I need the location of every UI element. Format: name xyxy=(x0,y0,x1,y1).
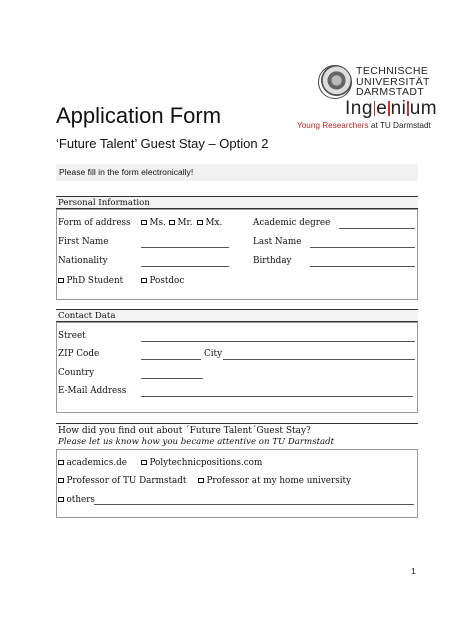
country-label: Country xyxy=(58,368,95,378)
street-field[interactable] xyxy=(141,341,415,342)
checkbox-icon[interactable] xyxy=(58,478,64,484)
ms-option[interactable]: Ms. xyxy=(141,218,166,228)
logo-bar-icon xyxy=(388,101,389,116)
university-name xyxy=(356,66,430,98)
page-title: Application Form xyxy=(56,103,222,128)
form-of-address-label: Form of address xyxy=(58,218,131,228)
others-option[interactable]: others xyxy=(58,495,95,505)
fill-instruction: Please fill in the form electronically! xyxy=(59,167,194,177)
phd-student-option[interactable]: PhD Student xyxy=(58,276,123,286)
logo-tagline: Young Researchers at TU Darmstadt xyxy=(297,121,431,130)
academic-degree-field[interactable] xyxy=(339,228,415,229)
professor-tu-option[interactable]: Professor of TU Darmstadt xyxy=(58,476,186,486)
academic-degree-label: Academic degree xyxy=(253,218,331,228)
polytechnic-option[interactable]: Polytechnicpositions.com xyxy=(141,458,262,468)
checkbox-icon[interactable] xyxy=(141,220,147,226)
professor-home-option[interactable]: Professor at my home university xyxy=(198,476,351,486)
university-line-3: DARMSTADT xyxy=(356,86,425,98)
postdoc-option[interactable]: Postdoc xyxy=(141,276,184,286)
mr-option[interactable]: Mr. xyxy=(169,218,193,228)
nationality-field[interactable] xyxy=(141,266,229,267)
ingenium-logo: Ing e ni um xyxy=(345,98,438,119)
contact-data-section xyxy=(56,322,418,413)
email-field[interactable] xyxy=(141,396,413,397)
contact-data-heading: Contact Data xyxy=(56,309,418,322)
personal-info-heading: Personal Information xyxy=(56,196,418,209)
last-name-label: Last Name xyxy=(253,237,302,247)
city-field[interactable] xyxy=(223,359,415,360)
nationality-label: Nationality xyxy=(58,256,108,266)
university-line-2: UNIVERSITÄT xyxy=(356,75,430,88)
checkbox-icon[interactable] xyxy=(58,497,64,503)
email-label: E-Mail Address xyxy=(58,386,127,396)
birthday-label: Birthday xyxy=(253,256,292,266)
source-question: How did you find out about ´Future Talent´Guest Stay? xyxy=(58,426,311,436)
street-label: Street xyxy=(58,331,86,341)
first-name-field[interactable] xyxy=(141,247,229,248)
birthday-field[interactable] xyxy=(310,266,415,267)
last-name-field[interactable] xyxy=(310,247,415,248)
checkbox-icon[interactable] xyxy=(198,478,204,484)
others-field[interactable] xyxy=(94,504,414,505)
checkbox-icon[interactable] xyxy=(169,220,175,226)
zip-code-field[interactable] xyxy=(141,359,201,360)
mx-option[interactable]: Mx. xyxy=(197,218,222,228)
university-seal-icon xyxy=(318,65,352,99)
university-line-1: TECHNISCHE xyxy=(356,65,429,77)
city-label: City xyxy=(204,349,223,359)
checkbox-icon[interactable] xyxy=(58,278,64,284)
country-field[interactable] xyxy=(141,378,203,379)
page-number: 1 xyxy=(411,566,416,576)
source-section-top-rule xyxy=(56,423,418,424)
checkbox-icon[interactable] xyxy=(141,278,147,284)
zip-code-label: ZIP Code xyxy=(58,349,100,359)
checkbox-icon[interactable] xyxy=(141,460,147,466)
logo-bar-icon xyxy=(407,101,408,116)
first-name-label: First Name xyxy=(58,237,109,247)
fill-instruction-bar xyxy=(56,164,418,181)
checkbox-icon[interactable] xyxy=(197,220,203,226)
academics-option[interactable]: academics.de xyxy=(58,458,127,468)
page-subtitle: ‘Future Talent’ Guest Stay – Option 2 xyxy=(56,136,269,151)
checkbox-icon[interactable] xyxy=(58,460,64,466)
source-instruction: Please let us know how you became attentive on TU Darmstadt xyxy=(58,437,335,447)
